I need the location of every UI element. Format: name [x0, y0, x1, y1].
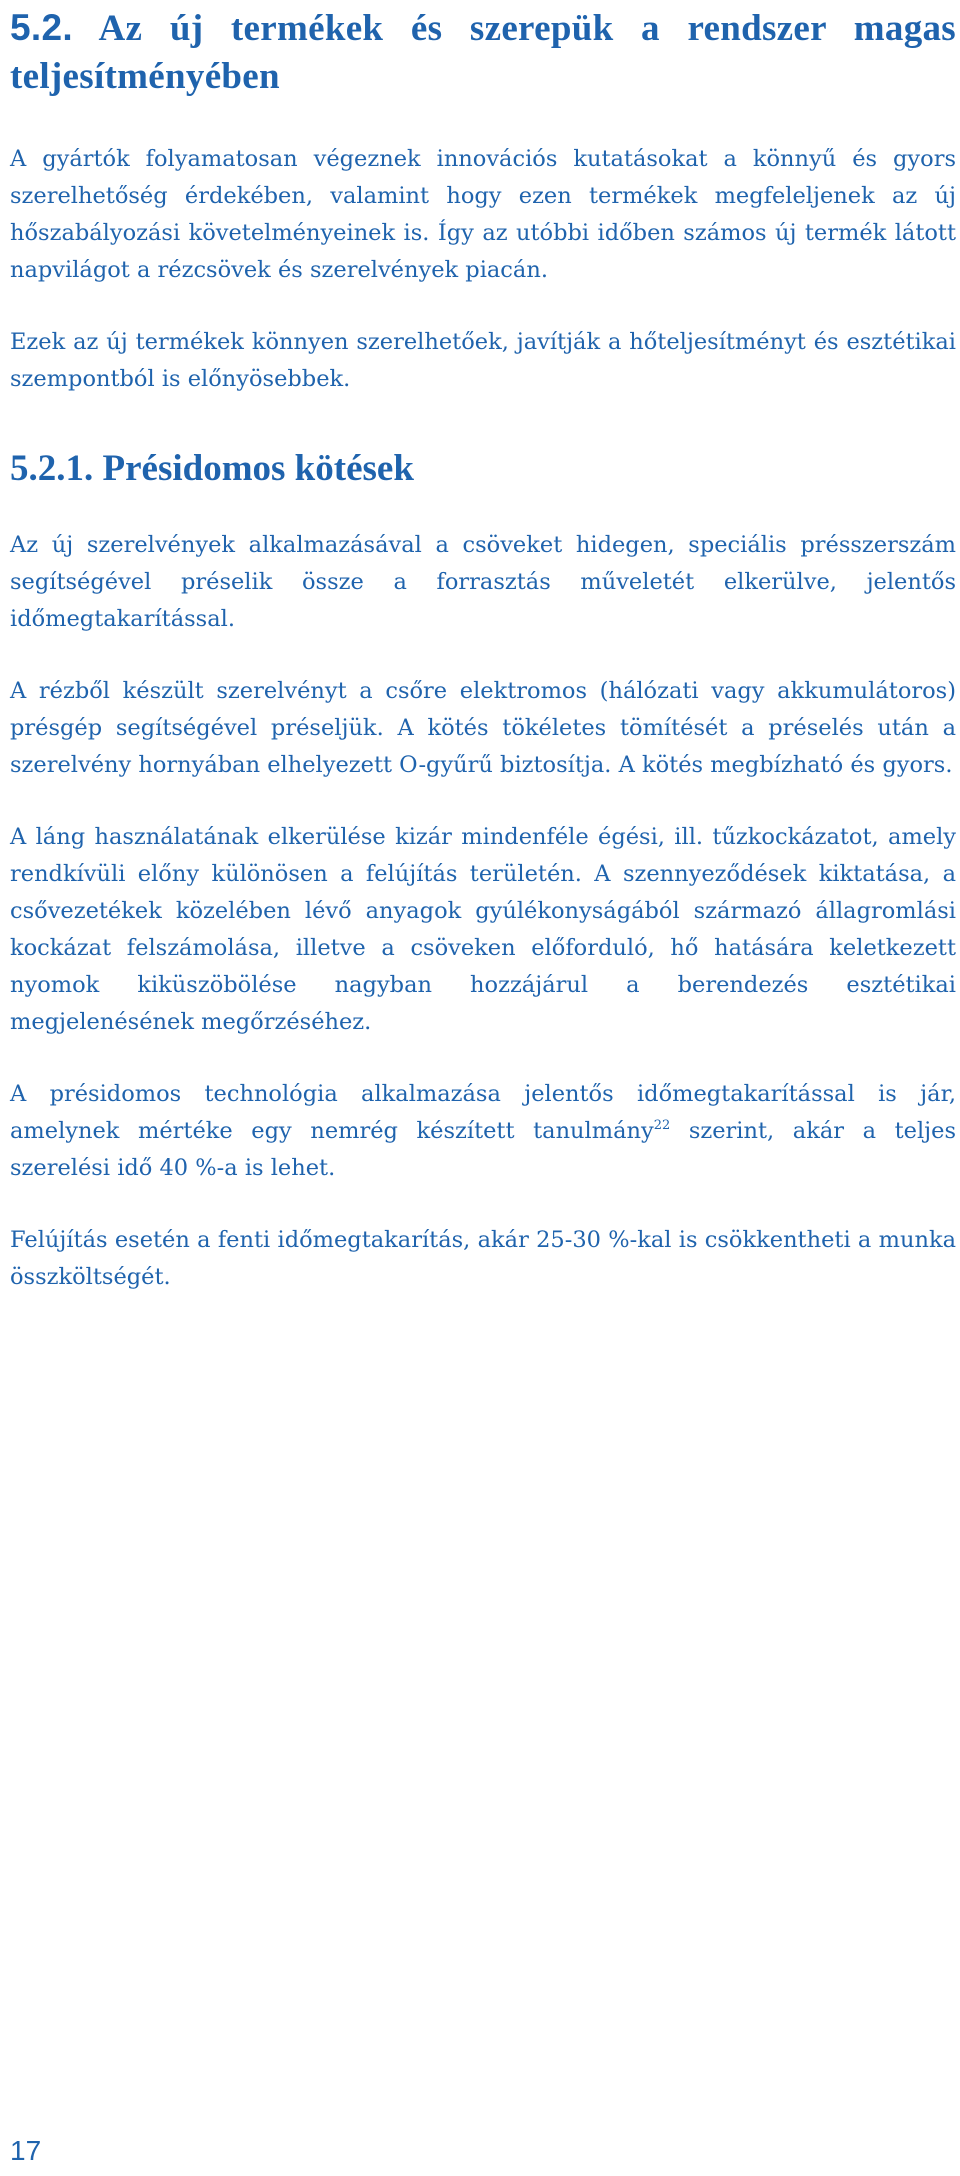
section-number: 5.2.	[10, 7, 73, 48]
page-number: 17	[10, 2135, 42, 2166]
study-text-after: szerint, akár a teljes szerelési idő 40 %-a is lehet.	[10, 1118, 956, 1181]
page-content	[10, 0, 956, 1296]
footnote-reference: 22	[653, 1118, 671, 1133]
closing-paragraph: Felújítás esetén a fenti időmegtakarítás, akár 25-30 %-kal is csökkentheti a munka összköltségét.	[10, 1227, 956, 1290]
intro-paragraph-2: Ezek az új termékek könnyen szerelhetőek, javítják a hőteljesítményt és esztétikai szempontból is előnyösebbek.	[10, 329, 956, 392]
body-paragraph-2: A rézből készült szerelvényt a csőre elektromos (hálózati vagy akkumulátoros) présgép segítségével préseljük. A kötés tökéletes tömítését a préselés után a szerelvény hornyában elhelyezett O-gyűrű biztosítja. A kötés megbízható és gyors.	[10, 678, 956, 778]
subsection-title: Présidomos kötések	[102, 448, 414, 489]
study-text-before: A présidomos technológia alkalmazása jelentős időmegtakarítással is jár, amelynek mértéke egy nemrég készített tanulmány	[10, 1081, 956, 1144]
intro-paragraph-1: A gyártók folyamatosan végeznek innovációs kutatásokat a könnyű és gyors szerelhetőség érdekében, valamint hogy ezen termékek megfeleljenek az új hőszabályozási követelményeinek is. Így az utóbbi időben számos új termék látott napvilágot a rézcsövek és szerelvények piacán.	[10, 146, 956, 283]
body-paragraph-3: A láng használatának elkerülése kizár mindenféle égési, ill. tűzkockázatot, amely rendkívüli előny különösen a felújítás területén. A szennyeződések kiktatása, a csővezetékek közelében lévő anyagok gyúlékonyságából származó állagromlási kockázat felszámolása, illetve a csöveken előforduló, hő hatására keletkezett nyomok kiküszöbölése nagyban hozzájárul a berendezés esztétikai megjelenésének megőrzéséhez.	[10, 824, 956, 1035]
section-heading	[10, 0, 956, 101]
section-title: Az új termékek és szerepük a rendszer magas teljesítményében	[10, 8, 957, 97]
subsection-heading	[10, 445, 956, 493]
subsection-number: 5.2.1.	[10, 448, 94, 489]
body-paragraph-1: Az új szerelvények alkalmazásával a csöveket hidegen, speciális présszerszám segítségével préselik össze a forrasztás műveletét elkerülve, jelentős időmegtakarítással.	[10, 532, 956, 632]
study-paragraph	[10, 1076, 956, 1187]
